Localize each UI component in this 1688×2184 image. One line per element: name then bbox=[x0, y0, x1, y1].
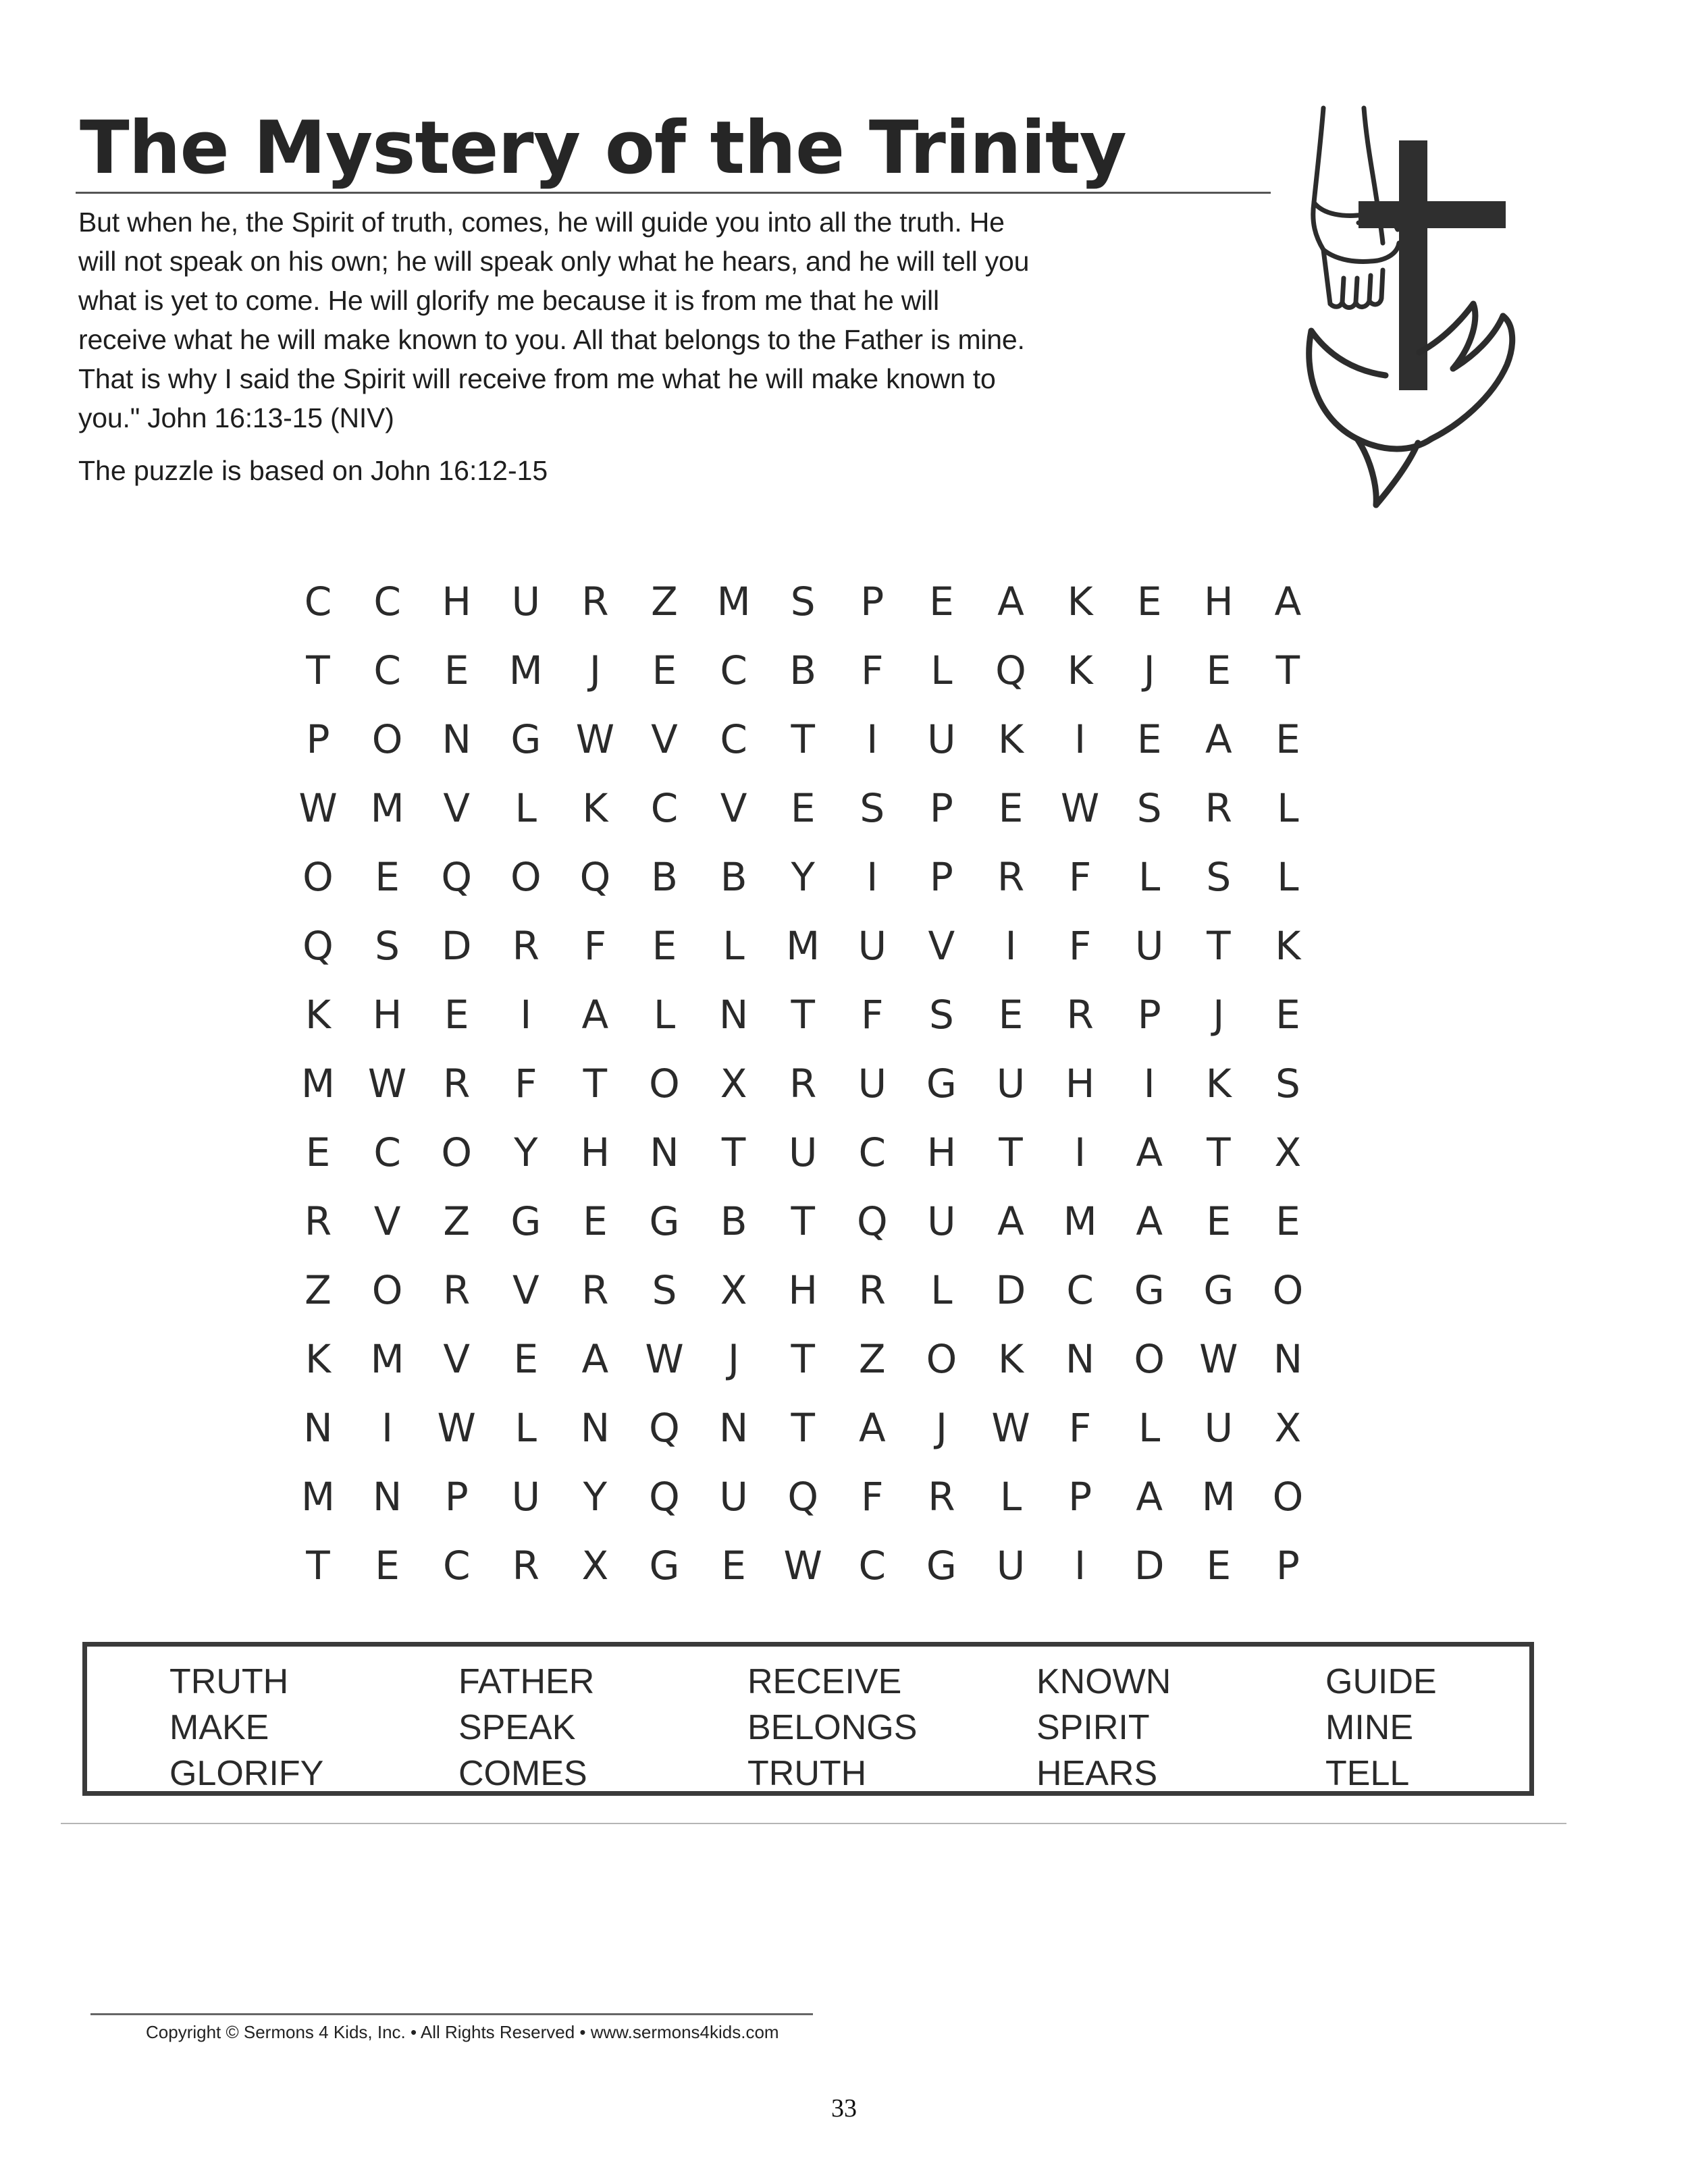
grid-letter: G bbox=[1203, 1267, 1234, 1313]
grid-letter: U bbox=[1134, 923, 1164, 969]
grid-letter: B bbox=[651, 854, 678, 900]
grid-letter: M bbox=[508, 647, 543, 693]
grid-letter: U bbox=[927, 1198, 956, 1244]
grid-letter: C bbox=[304, 579, 332, 624]
grid-letter: E bbox=[1275, 1198, 1300, 1244]
grid-letter: X bbox=[1274, 1129, 1302, 1175]
grid-letter: M bbox=[786, 923, 820, 969]
grid-letter: N bbox=[372, 1474, 402, 1520]
grid-letter: I bbox=[1074, 716, 1086, 762]
grid-letter: T bbox=[1207, 923, 1231, 969]
grid-letter: X bbox=[720, 1267, 747, 1313]
grid-letter: O bbox=[1134, 1336, 1165, 1382]
grid-letter: G bbox=[510, 716, 542, 762]
grid-letter: A bbox=[997, 1198, 1024, 1244]
grid-letter: U bbox=[511, 1474, 541, 1520]
grid-letter: R bbox=[789, 1061, 817, 1107]
grid-letter: R bbox=[512, 923, 539, 969]
grid-letter: A bbox=[1205, 716, 1232, 762]
grid-letter: T bbox=[791, 1336, 815, 1382]
grid-row bbox=[284, 1531, 1323, 1600]
grid-letter: B bbox=[789, 647, 817, 693]
grid-letter: Z bbox=[305, 1267, 332, 1313]
grid-letter: C bbox=[720, 716, 747, 762]
grid-letter: A bbox=[1136, 1129, 1163, 1175]
grid-letter: W bbox=[575, 716, 615, 762]
grid-letter: I bbox=[866, 854, 878, 900]
grid-letter: H bbox=[788, 1267, 818, 1313]
word-list-item: TELL bbox=[1325, 1754, 1410, 1793]
grid-letter: W bbox=[367, 1061, 407, 1107]
grid-letter: I bbox=[866, 716, 878, 762]
grid-letter: P bbox=[1275, 1543, 1300, 1589]
grid-letter: O bbox=[371, 1267, 403, 1313]
grid-letter: W bbox=[437, 1405, 476, 1451]
grid-letter: M bbox=[370, 1336, 404, 1382]
grid-letter: N bbox=[718, 1405, 749, 1451]
grid-letter: V bbox=[928, 923, 955, 969]
grid-row bbox=[284, 705, 1323, 774]
grid-row bbox=[284, 1256, 1323, 1325]
grid-letter: E bbox=[375, 1543, 400, 1589]
word-list-column bbox=[1036, 1659, 1307, 1796]
word-list-item: COMES bbox=[458, 1754, 587, 1793]
grid-letter: Z bbox=[858, 1336, 886, 1382]
grid-letter: G bbox=[1134, 1267, 1165, 1313]
grid-letter: N bbox=[303, 1405, 333, 1451]
grid-letter: U bbox=[1204, 1405, 1234, 1451]
scripture-line: will not speak on his own; he will speak only what he hears, and he will tell you bbox=[78, 246, 1030, 277]
grid-letter: X bbox=[581, 1543, 609, 1589]
grid-letter: L bbox=[653, 992, 676, 1038]
word-list-item: HEARS bbox=[1036, 1754, 1158, 1793]
grid-letter: Q bbox=[302, 923, 334, 969]
grid-letter: C bbox=[720, 647, 747, 693]
footer-divider bbox=[90, 2013, 813, 2015]
grid-letter: L bbox=[515, 785, 537, 831]
grid-letter: V bbox=[443, 785, 471, 831]
grid-letter: R bbox=[443, 1267, 471, 1313]
grid-letter: U bbox=[719, 1474, 748, 1520]
grid-letter: Y bbox=[514, 1129, 538, 1175]
word-list-column bbox=[1325, 1659, 1595, 1796]
grid-letter: E bbox=[1206, 647, 1232, 693]
grid-letter: Q bbox=[441, 854, 473, 900]
grid-letter: L bbox=[722, 923, 745, 969]
grid-letter: E bbox=[375, 854, 400, 900]
grid-letter: E bbox=[652, 923, 677, 969]
grid-letter: S bbox=[790, 579, 816, 624]
grid-letter: R bbox=[928, 1474, 955, 1520]
grid-letter: G bbox=[649, 1198, 680, 1244]
word-list-item: BELONGS bbox=[747, 1708, 918, 1747]
grid-row bbox=[284, 774, 1323, 843]
grid-letter: O bbox=[649, 1061, 680, 1107]
grid-letter: U bbox=[996, 1543, 1026, 1589]
grid-letter: R bbox=[1066, 992, 1094, 1038]
grid-letter: R bbox=[512, 1543, 539, 1589]
word-list-column bbox=[458, 1659, 729, 1796]
grid-letter: E bbox=[929, 579, 954, 624]
grid-row bbox=[284, 1325, 1323, 1393]
grid-letter: T bbox=[791, 716, 815, 762]
grid-letter: L bbox=[930, 647, 953, 693]
grid-letter: U bbox=[927, 716, 956, 762]
grid-letter: I bbox=[1005, 923, 1017, 969]
grid-letter: L bbox=[1138, 854, 1161, 900]
grid-letter: J bbox=[1213, 992, 1225, 1038]
grid-letter: F bbox=[515, 1061, 537, 1107]
scripture-line: you." John 16:13-15 (NIV) bbox=[78, 402, 394, 433]
grid-letter: P bbox=[929, 785, 953, 831]
grid-row bbox=[284, 636, 1323, 705]
cross-icon bbox=[1359, 140, 1506, 390]
word-list-item: TRUTH bbox=[747, 1754, 867, 1793]
word-list-item: KNOWN bbox=[1036, 1662, 1171, 1701]
grid-letter: K bbox=[997, 716, 1024, 762]
page-number: 33 bbox=[831, 2094, 857, 2123]
grid-letter: Z bbox=[651, 579, 678, 624]
scripture-passage bbox=[78, 203, 1287, 437]
grid-row bbox=[284, 1118, 1323, 1187]
grid-letter: Q bbox=[649, 1405, 680, 1451]
word-list-item: GLORIFY bbox=[169, 1754, 324, 1793]
grid-letter: K bbox=[997, 1336, 1024, 1382]
grid-letter: Q bbox=[649, 1474, 680, 1520]
grid-letter: Q bbox=[856, 1198, 888, 1244]
grid-letter: M bbox=[1201, 1474, 1236, 1520]
grid-letter: D bbox=[1134, 1543, 1165, 1589]
grid-letter: C bbox=[1066, 1267, 1094, 1313]
grid-letter: E bbox=[444, 992, 469, 1038]
grid-letter: E bbox=[998, 992, 1024, 1038]
grid-letter: N bbox=[718, 992, 749, 1038]
grid-letter: T bbox=[791, 992, 815, 1038]
grid-letter: W bbox=[991, 1405, 1030, 1451]
grid-letter: C bbox=[858, 1129, 887, 1175]
grid-letter: V bbox=[651, 716, 678, 762]
grid-letter: S bbox=[928, 992, 954, 1038]
grid-letter: I bbox=[381, 1405, 394, 1451]
grid-letter: F bbox=[1068, 923, 1092, 969]
grid-letter: F bbox=[1068, 854, 1092, 900]
grid-row bbox=[284, 1187, 1323, 1256]
grid-letter: E bbox=[1206, 1543, 1232, 1589]
grid-letter: R bbox=[304, 1198, 332, 1244]
grid-letter: U bbox=[511, 579, 541, 624]
grid-letter: R bbox=[997, 854, 1025, 900]
grid-letter: E bbox=[721, 1543, 746, 1589]
grid-letter: C bbox=[373, 647, 401, 693]
word-list-item: FATHER bbox=[458, 1662, 595, 1701]
grid-letter: T bbox=[721, 1129, 746, 1175]
grid-letter: U bbox=[788, 1129, 818, 1175]
grid-letter: P bbox=[860, 579, 885, 624]
grid-letter: H bbox=[926, 1129, 957, 1175]
grid-letter: J bbox=[935, 1405, 947, 1451]
grid-letter: O bbox=[1272, 1474, 1304, 1520]
grid-row bbox=[284, 1393, 1323, 1462]
grid-letter: B bbox=[720, 854, 747, 900]
grid-letter: T bbox=[1275, 647, 1300, 693]
grid-letter: T bbox=[999, 1129, 1023, 1175]
grid-letter: Y bbox=[583, 1474, 608, 1520]
grid-letter: W bbox=[1199, 1336, 1238, 1382]
grid-letter: H bbox=[372, 992, 402, 1038]
grid-letter: J bbox=[728, 1336, 740, 1382]
grid-letter: A bbox=[1136, 1198, 1163, 1244]
word-search-grid bbox=[284, 567, 1323, 1607]
grid-letter: U bbox=[858, 1061, 887, 1107]
grid-letter: P bbox=[929, 854, 953, 900]
grid-letter: C bbox=[650, 785, 679, 831]
grid-letter: P bbox=[1068, 1474, 1092, 1520]
grid-row bbox=[284, 911, 1323, 980]
grid-letter: U bbox=[858, 923, 887, 969]
word-list-item: TRUTH bbox=[169, 1662, 289, 1701]
grid-letter: G bbox=[649, 1543, 680, 1589]
grid-letter: A bbox=[1274, 579, 1302, 624]
puzzle-source-note: The puzzle is based on John 16:12-15 bbox=[78, 455, 548, 486]
grid-letter: M bbox=[370, 785, 404, 831]
grid-letter: H bbox=[1203, 579, 1234, 624]
grid-letter: X bbox=[1274, 1405, 1302, 1451]
grid-letter: N bbox=[1273, 1336, 1303, 1382]
scripture-line: receive what he will make known to you. All that belongs to the Father is mine. bbox=[78, 324, 1025, 355]
grid-letter: N bbox=[1065, 1336, 1095, 1382]
grid-letter: S bbox=[1275, 1061, 1300, 1107]
grid-letter: O bbox=[926, 1336, 957, 1382]
grid-letter: L bbox=[515, 1405, 537, 1451]
section-divider bbox=[61, 1823, 1566, 1824]
grid-letter: X bbox=[720, 1061, 747, 1107]
grid-letter: L bbox=[930, 1267, 953, 1313]
word-list-item: SPIRIT bbox=[1036, 1708, 1150, 1747]
grid-letter: M bbox=[1063, 1198, 1097, 1244]
grid-letter: E bbox=[790, 785, 816, 831]
grid-letter: A bbox=[581, 1336, 609, 1382]
grid-letter: V bbox=[720, 785, 747, 831]
grid-letter: L bbox=[1277, 785, 1299, 831]
grid-letter: K bbox=[1067, 647, 1093, 693]
grid-letter: H bbox=[1065, 1061, 1095, 1107]
grid-letter: I bbox=[1074, 1543, 1086, 1589]
grid-letter: F bbox=[583, 923, 607, 969]
grid-letter: W bbox=[1060, 785, 1100, 831]
grid-letter: G bbox=[510, 1198, 542, 1244]
word-list-item: RECEIVE bbox=[747, 1662, 902, 1701]
grid-letter: O bbox=[302, 854, 334, 900]
grid-letter: C bbox=[373, 579, 401, 624]
grid-letter: E bbox=[1206, 1198, 1232, 1244]
grid-letter: Y bbox=[791, 854, 815, 900]
grid-letter: E bbox=[998, 785, 1024, 831]
grid-letter: M bbox=[716, 579, 751, 624]
word-list-item: MINE bbox=[1325, 1708, 1413, 1747]
word-list-box bbox=[82, 1642, 1534, 1796]
grid-letter: T bbox=[306, 1543, 330, 1589]
grid-letter: A bbox=[1136, 1474, 1163, 1520]
grid-letter: O bbox=[371, 716, 403, 762]
grid-letter: N bbox=[442, 716, 471, 762]
grid-letter: E bbox=[1136, 716, 1162, 762]
grid-letter: K bbox=[1067, 579, 1093, 624]
grid-letter: N bbox=[580, 1405, 610, 1451]
grid-letter: I bbox=[1143, 1061, 1155, 1107]
grid-letter: P bbox=[306, 716, 330, 762]
grid-letter: H bbox=[580, 1129, 610, 1175]
grid-letter: P bbox=[444, 1474, 469, 1520]
grid-letter: S bbox=[1136, 785, 1162, 831]
grid-letter: T bbox=[1207, 1129, 1231, 1175]
grid-letter: D bbox=[995, 1267, 1026, 1313]
grid-letter: O bbox=[441, 1129, 473, 1175]
grid-letter: D bbox=[441, 923, 472, 969]
grid-letter: K bbox=[582, 785, 608, 831]
word-list-item: GUIDE bbox=[1325, 1662, 1437, 1701]
grid-letter: W bbox=[298, 785, 338, 831]
grid-letter: K bbox=[1205, 1061, 1232, 1107]
grid-letter: Q bbox=[995, 647, 1026, 693]
grid-row bbox=[284, 1049, 1323, 1118]
grid-letter: E bbox=[444, 647, 469, 693]
word-list-item: MAKE bbox=[169, 1708, 269, 1747]
page-title: The Mystery of the Trinity bbox=[80, 106, 1126, 190]
grid-letter: T bbox=[791, 1198, 815, 1244]
grid-letter: E bbox=[1275, 992, 1300, 1038]
grid-letter: I bbox=[520, 992, 532, 1038]
grid-letter: S bbox=[375, 923, 400, 969]
grid-letter: E bbox=[305, 1129, 331, 1175]
grid-letter: V bbox=[373, 1198, 401, 1244]
grid-letter: C bbox=[858, 1543, 887, 1589]
grid-letter: B bbox=[720, 1198, 747, 1244]
title-divider bbox=[76, 192, 1271, 194]
grid-letter: N bbox=[650, 1129, 679, 1175]
grid-letter: F bbox=[861, 1474, 884, 1520]
grid-letter: K bbox=[1275, 923, 1301, 969]
grid-letter: J bbox=[1143, 647, 1155, 693]
grid-row bbox=[284, 1462, 1323, 1531]
grid-letter: Z bbox=[443, 1198, 471, 1244]
grid-letter: G bbox=[926, 1543, 957, 1589]
grid-letter: R bbox=[581, 1267, 609, 1313]
grid-letter: P bbox=[1137, 992, 1161, 1038]
grid-letter: R bbox=[443, 1061, 471, 1107]
grid-letter: E bbox=[652, 647, 677, 693]
grid-row bbox=[284, 843, 1323, 911]
grid-letter: L bbox=[999, 1474, 1022, 1520]
grid-letter: K bbox=[305, 992, 332, 1038]
grid-letter: J bbox=[589, 647, 601, 693]
grid-letter: U bbox=[996, 1061, 1026, 1107]
grid-letter: Q bbox=[579, 854, 611, 900]
grid-letter: W bbox=[783, 1543, 822, 1589]
grid-letter: M bbox=[300, 1474, 336, 1520]
grid-row bbox=[284, 567, 1323, 636]
grid-letter: E bbox=[583, 1198, 608, 1244]
grid-letter: W bbox=[645, 1336, 684, 1382]
grid-letter: M bbox=[300, 1061, 336, 1107]
copyright-notice: Copyright © Sermons 4 Kids, Inc. • All Rights Reserved • www.sermons4kids.com bbox=[146, 2022, 779, 2042]
grid-letter: A bbox=[858, 1405, 886, 1451]
grid-letter: R bbox=[581, 579, 609, 624]
grid-letter: V bbox=[443, 1336, 471, 1382]
grid-letter: F bbox=[861, 647, 884, 693]
grid-letter: Q bbox=[787, 1474, 819, 1520]
grid-letter: T bbox=[583, 1061, 608, 1107]
grid-letter: V bbox=[512, 1267, 539, 1313]
grid-letter: F bbox=[861, 992, 884, 1038]
trinity-illustration bbox=[1296, 101, 1526, 513]
grid-letter: I bbox=[1074, 1129, 1086, 1175]
grid-letter: E bbox=[513, 1336, 539, 1382]
scripture-line: what is yet to come. He will glorify me because it is from me that he will bbox=[78, 285, 939, 316]
grid-letter: R bbox=[1205, 785, 1232, 831]
scripture-line: That is why I said the Spirit will receive from me what he will make known to bbox=[78, 363, 996, 394]
grid-letter: A bbox=[581, 992, 609, 1038]
grid-letter: E bbox=[1275, 716, 1300, 762]
grid-letter: T bbox=[791, 1405, 815, 1451]
word-list-item: SPEAK bbox=[458, 1708, 576, 1747]
grid-letter: R bbox=[858, 1267, 886, 1313]
grid-letter: O bbox=[510, 854, 542, 900]
grid-letter: G bbox=[926, 1061, 957, 1107]
grid-letter: E bbox=[1136, 579, 1162, 624]
grid-letter: T bbox=[306, 647, 330, 693]
grid-letter: O bbox=[1272, 1267, 1304, 1313]
word-list-column bbox=[747, 1659, 1018, 1796]
grid-letter: A bbox=[997, 579, 1024, 624]
grid-letter: S bbox=[1206, 854, 1232, 900]
grid-letter: F bbox=[1068, 1405, 1092, 1451]
scripture-line: But when he, the Spirit of truth, comes, he will guide you into all the truth. He bbox=[78, 207, 1005, 238]
grid-letter: S bbox=[652, 1267, 677, 1313]
grid-letter: K bbox=[305, 1336, 332, 1382]
grid-letter: H bbox=[442, 579, 471, 624]
grid-letter: L bbox=[1138, 1405, 1161, 1451]
grid-letter: C bbox=[373, 1129, 401, 1175]
word-list-column bbox=[169, 1659, 440, 1796]
grid-row bbox=[284, 980, 1323, 1049]
grid-letter: C bbox=[442, 1543, 471, 1589]
grid-letter: S bbox=[860, 785, 885, 831]
grid-letter: L bbox=[1277, 854, 1299, 900]
